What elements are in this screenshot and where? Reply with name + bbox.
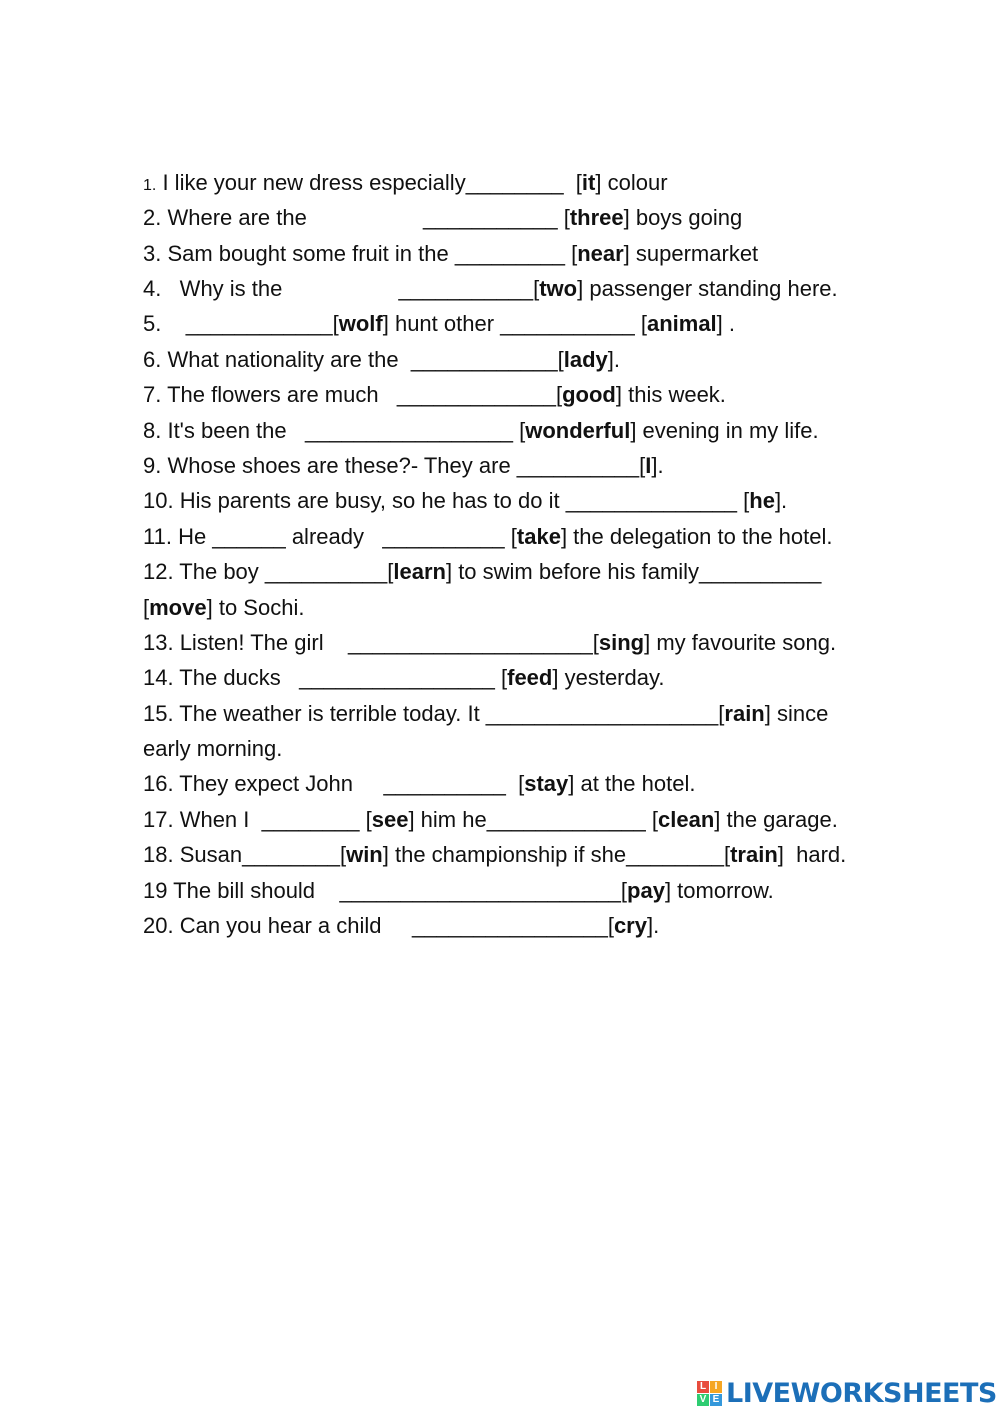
item-text: ] to swim before his family__________ [445,559,822,585]
exercise-line [143,590,943,625]
exercise-line [143,625,943,660]
exercise-line [143,413,943,448]
keyword: near [577,240,624,266]
item-text: 3. Sam bought some fruit in the _________ [ [143,240,578,266]
item-text: ] the garage. [714,806,838,832]
exercise-line [143,519,943,554]
logo-letter: V [697,1394,709,1406]
item-text: 17. When I ________ [ [143,806,372,832]
item-text: ] hard. [777,842,847,868]
item-text: 20. Can you hear a child ________________[ [143,913,614,939]
exercise-line [143,696,943,731]
keyword: stay [524,771,569,797]
keyword: wolf [338,311,383,337]
keyword: wonderful [525,417,631,443]
item-text: 9. Whose shoes are these?- They are __________[ [143,452,646,478]
keyword: cry [613,913,647,939]
item-number: 1. [143,176,157,194]
item-text: 6. What nationality are the ____________[ [143,346,564,372]
exercise-line [143,660,943,695]
keyword: I [645,452,652,478]
item-text: 7. The flowers are much _____________[ [143,382,563,408]
item-text: 2. Where are the ___________ [ [143,205,570,231]
keyword: lady [563,346,608,372]
item-text: ] yesterday. [552,665,665,691]
keyword: he [749,488,775,514]
exercise-line [143,837,943,872]
item-text: ] supermarket [623,240,759,266]
item-text: 15. The weather is terrible today. It ___________________[ [143,700,725,726]
keyword: train [730,842,778,868]
item-text: 16. They expect John __________ [ [143,771,525,797]
item-text: ] to Sochi. [206,594,305,620]
exercise-line [143,483,943,518]
exercise-line [143,306,943,341]
item-text: 10. His parents are busy, so he has to do it ______________ [ [143,488,750,514]
keyword: see [371,806,409,832]
item-text: ] the delegation to the hotel. [560,523,833,549]
exercise-line [143,165,943,200]
keyword: win [346,842,383,868]
item-text: ]. [774,488,788,514]
item-text: [ [143,594,150,620]
exercise-line [143,766,943,801]
item-text: I like your new dress especially________ [ [156,169,582,195]
keyword: sing [598,629,645,655]
logo-mark-icon [697,1381,722,1406]
item-text: 5. ____________[ [143,311,339,337]
exercise-line [143,342,943,377]
exercise-line [143,873,943,908]
keyword: learn [393,559,446,585]
keyword: good [562,382,616,408]
item-text: 8. It's been the _________________ [ [143,417,526,443]
keyword: two [539,275,578,301]
keyword: rain [724,700,765,726]
keyword: move [149,594,207,620]
exercise-line [143,802,943,837]
logo-letter: E [710,1394,722,1406]
exercise-line [143,908,943,943]
item-text: ]. [646,913,660,939]
item-text: ] tomorrow. [664,877,774,903]
exercise-line [143,554,943,589]
item-text: ]. [607,346,621,372]
item-text: ] the championship if she________[ [382,842,731,868]
item-text: 14. The ducks ________________ [ [143,665,508,691]
item-text: ] hunt other ___________ [ [382,311,647,337]
item-text: ] him he_____________ [ [408,806,658,832]
item-text: early morning. [143,736,283,762]
keyword: feed [507,665,553,691]
keyword: it [581,169,596,195]
item-text: ] evening in my life. [630,417,819,443]
item-text: ] . [716,311,736,337]
liveworksheets-logo [697,1376,997,1410]
item-text: 13. Listen! The girl ____________________[ [143,629,599,655]
logo-letter: L [697,1381,709,1393]
item-text: ] passenger standing here. [577,275,838,301]
keyword: take [516,523,561,549]
item-text: 4. Why is the ___________[ [143,275,540,301]
exercise-line [143,448,943,483]
exercise-list [143,94,943,943]
item-text: ]. [651,452,664,478]
item-text: 11. He ______ already __________ [ [143,523,517,549]
exercise-line [143,731,943,766]
item-text: ] since [764,700,829,726]
item-text: ] my favourite song. [644,629,837,655]
item-text: 12. The boy __________[ [143,559,394,585]
keyword: pay [627,877,665,903]
item-text: 19 The bill should _______________________[ [143,877,628,903]
keyword: three [569,205,624,231]
keyword: clean [658,806,715,832]
logo-letter: I [710,1381,722,1393]
keyword: animal [646,311,717,337]
item-text: ] this week. [615,382,726,408]
brand-name: LIVEWORKSHEETS [726,1377,997,1409]
item-text: ] colour [595,169,668,195]
item-text: ] at the hotel. [568,771,696,797]
exercise-line [143,377,943,412]
exercise-line [143,200,943,235]
exercise-line [143,236,943,271]
exercise-line [143,271,943,306]
item-text: 18. Susan________[ [143,842,347,868]
item-text: ] boys going [623,205,743,231]
